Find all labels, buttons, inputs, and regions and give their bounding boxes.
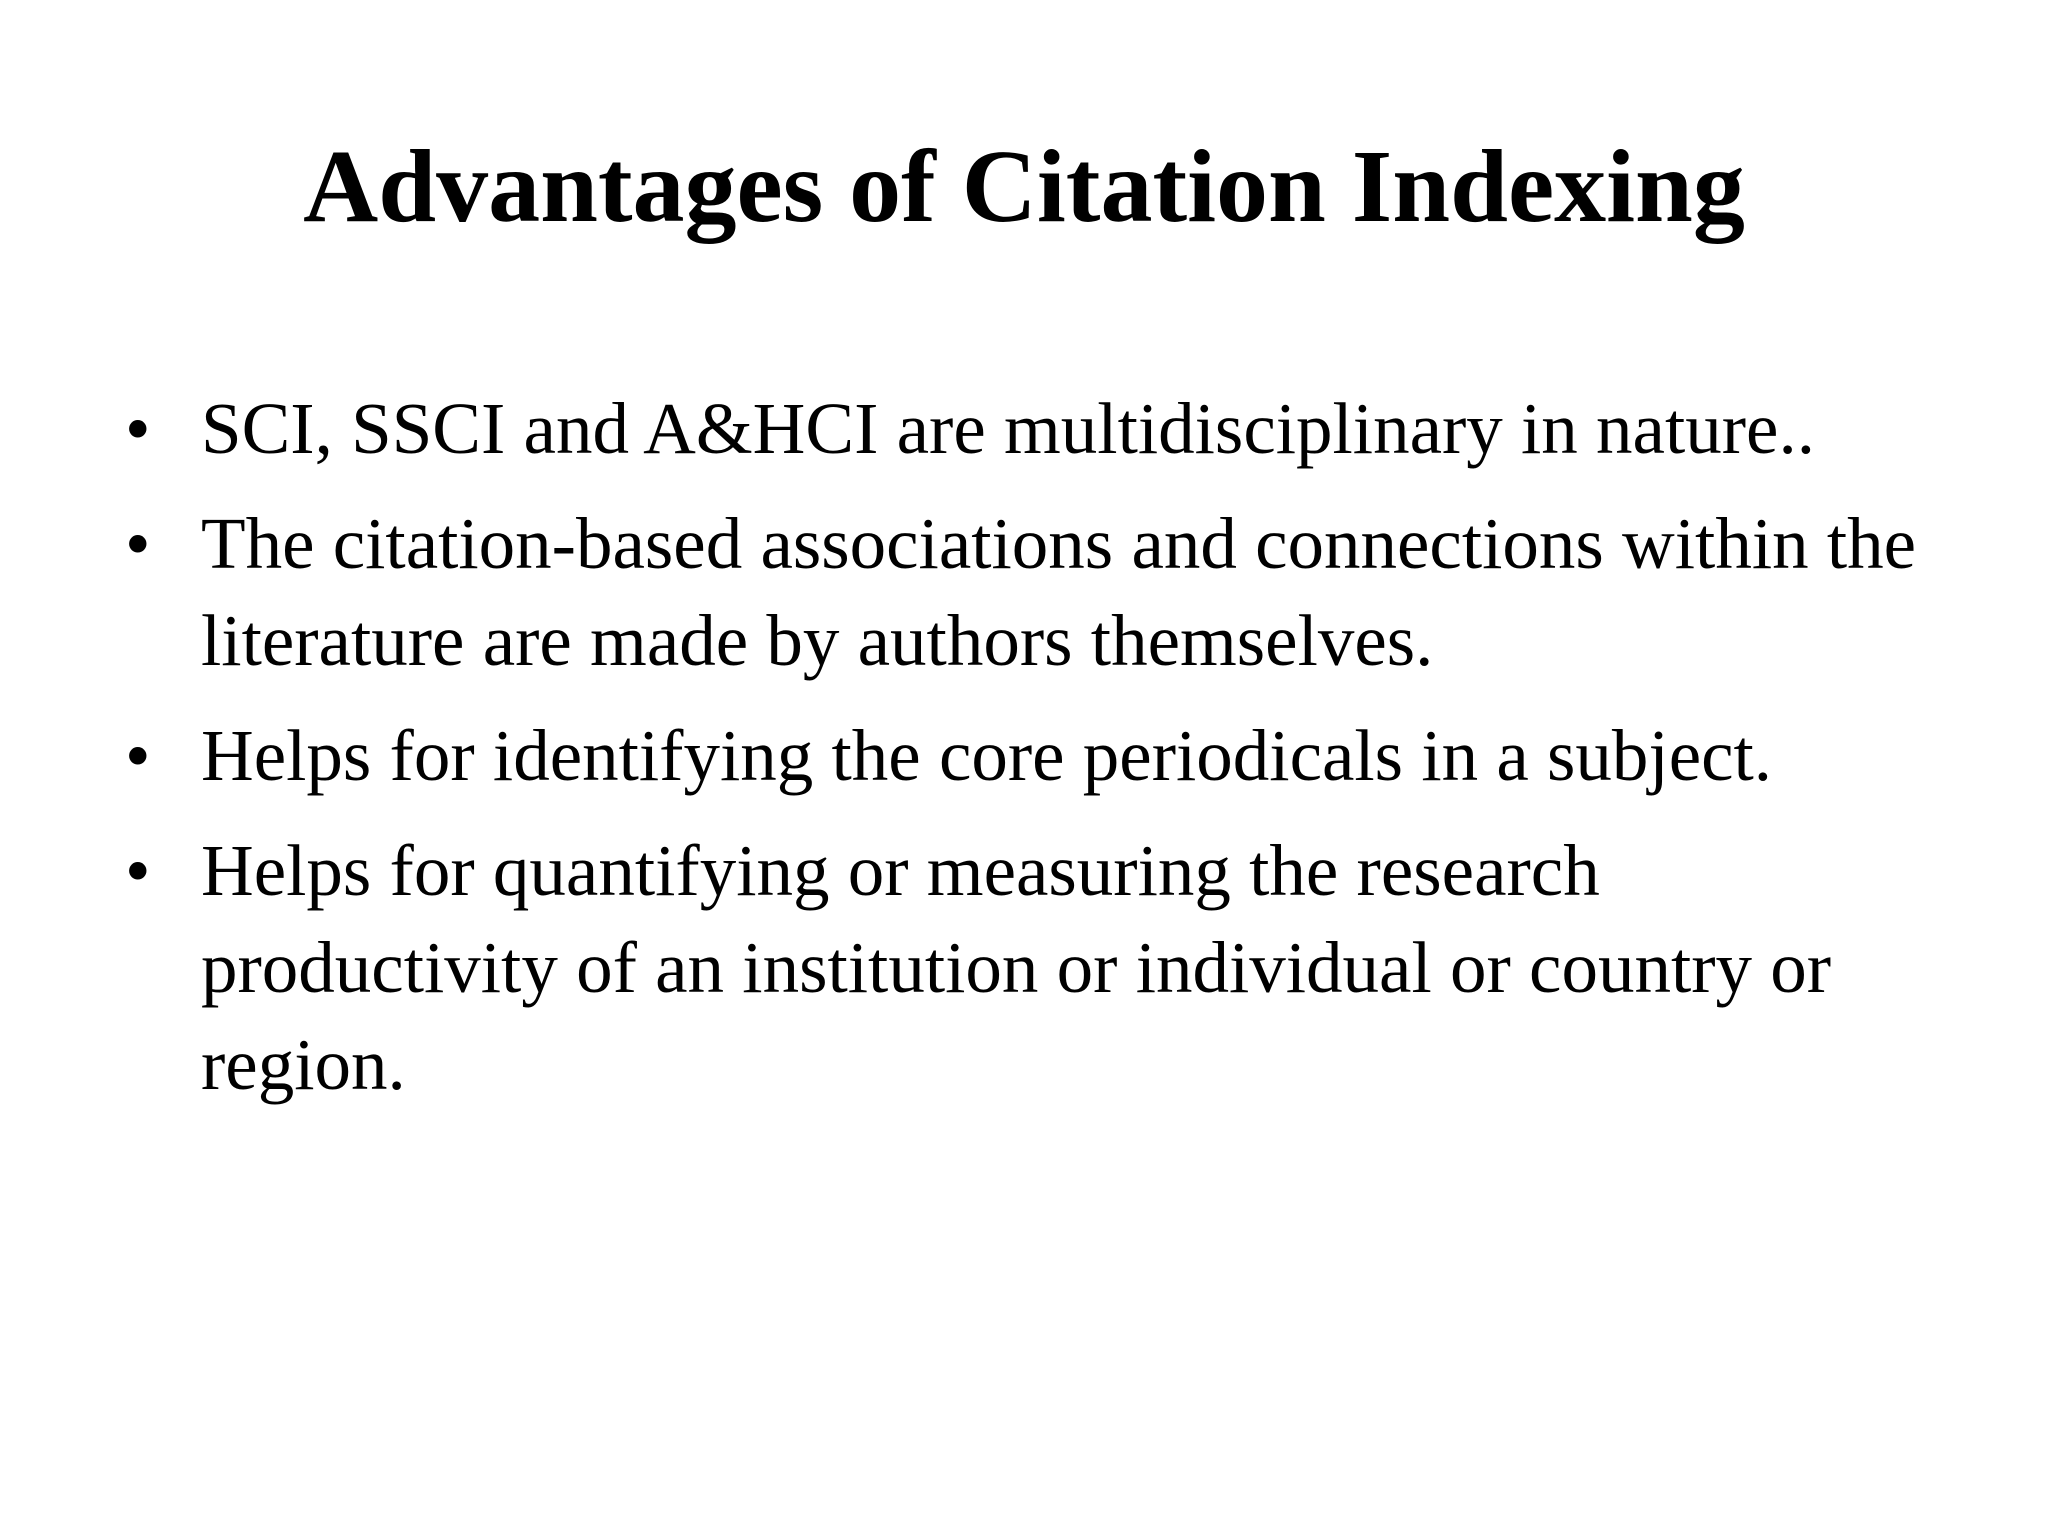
bullet-item	[125, 495, 1945, 689]
bullet-item	[125, 380, 1945, 477]
bullet-text: Helps for quantifying or measuring the research productivity of an institution or individual or country or region.	[201, 830, 1832, 1105]
bullet-icon: •	[125, 715, 151, 796]
bullet-list	[125, 380, 1945, 1131]
bullet-icon: •	[125, 388, 151, 469]
bullet-text: The citation-based associations and connections within the literature are made by authors themselves.	[201, 503, 1917, 681]
bullet-text: SCI, SSCI and A&HCI are multidisciplinary in nature..	[201, 388, 1815, 469]
bullet-icon: •	[125, 830, 151, 911]
bullet-item	[125, 707, 1945, 804]
bullet-icon: •	[125, 503, 151, 584]
slide-title: Advantages of Citation Indexing	[303, 129, 1745, 244]
bullet-text: Helps for identifying the core periodicals in a subject.	[201, 715, 1773, 796]
bullet-item	[125, 822, 1945, 1113]
